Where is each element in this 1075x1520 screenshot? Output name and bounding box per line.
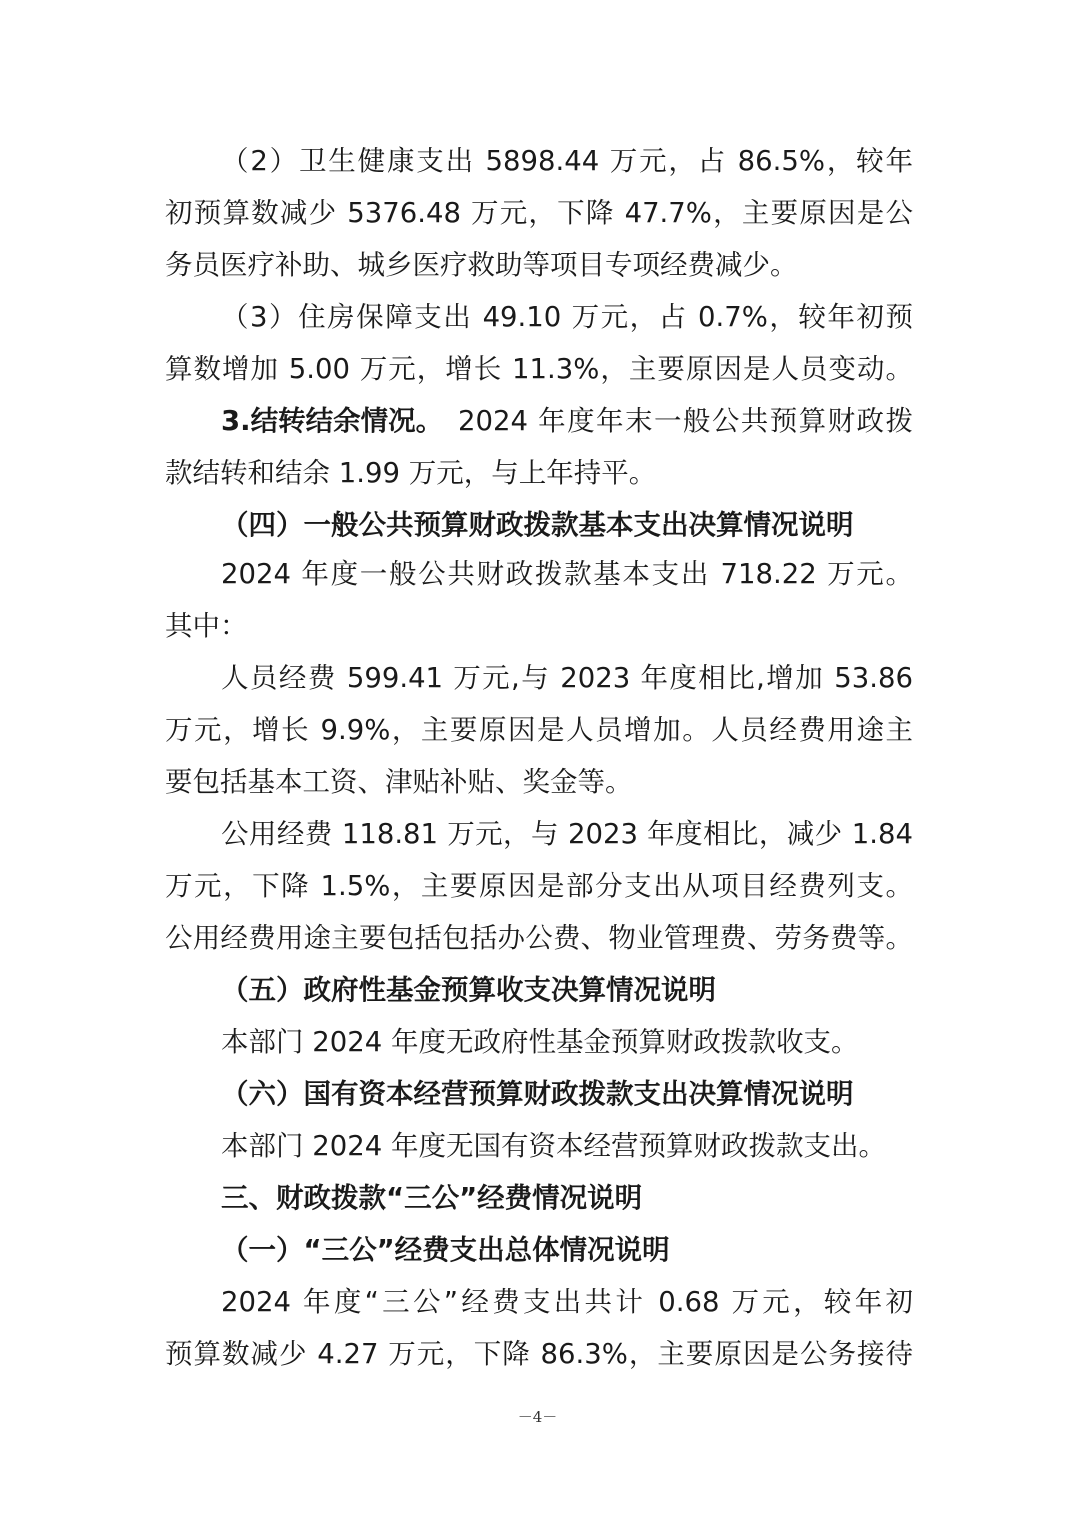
paragraph-line: 款结转和结余 1.99 万元，与上年持平。 xyxy=(165,457,657,489)
paragraph-line: （3）住房保障支出 49.10 万元，占 0.7%，较年初预 xyxy=(221,301,913,333)
section-heading: （四）一般公共预算财政拨款基本支出决算情况说明 xyxy=(221,509,854,541)
paragraph-line: 公用经费 118.81 万元，与 2023 年度相比，减少 1.84 xyxy=(221,818,913,850)
paragraph-line: 万元，增长 9.9%，主要原因是人员增加。人员经费用途主 xyxy=(165,714,913,746)
paragraph-line: （2）卫生健康支出 5898.44 万元，占 86.5%，较年 xyxy=(221,145,913,177)
paragraph-line: 算数增加 5.00 万元，增长 11.3%，主要原因是人员变动。 xyxy=(165,353,913,385)
section-heading: （一）“三公”经费支出总体情况说明 xyxy=(221,1234,670,1266)
page-number: －4－ xyxy=(517,1408,558,1426)
paragraph-line: 初预算数减少 5376.48 万元，下降 47.7%，主要原因是公 xyxy=(165,197,913,229)
paragraph-line: 本部门 2024 年度无国有资本经营预算财政拨款支出。 xyxy=(221,1130,886,1162)
paragraph-line: 公用经费用途主要包括包括办公费、物业管理费、劳务费等。 xyxy=(165,922,913,954)
paragraph-line: 其中： xyxy=(165,610,248,642)
section-heading: （五）政府性基金预算收支决算情况说明 xyxy=(221,974,716,1006)
paragraph-line: 人员经费 599.41 万元,与 2023 年度相比,增加 53.86 xyxy=(221,662,913,694)
section-heading: （六）国有资本经营预算财政拨款支出决算情况说明 xyxy=(221,1078,854,1110)
paragraph-line: 2024 年度一般公共财政拨款基本支出 718.22 万元。 xyxy=(221,558,913,590)
paragraph-line: 万元，下降 1.5%，主要原因是部分支出从项目经费列支。 xyxy=(165,870,913,902)
paragraph-line: 本部门 2024 年度无政府性基金预算财政拨款收支。 xyxy=(221,1026,859,1058)
section-lead: 3.结转结余情况。 xyxy=(221,405,444,437)
paragraph-line: 3.结转结余情况。 2024 年度年末一般公共预算财政拨 xyxy=(0,395,1075,447)
paragraph-line: 2024 年度“三公”经费支出共计 0.68 万元，较年初 xyxy=(221,1286,913,1318)
paragraph-line: 要包括基本工资、津贴补贴、奖金等。 xyxy=(165,766,633,798)
paragraph-line: 预算数减少 4.27 万元，下降 86.3%，主要原因是公务接待 xyxy=(165,1338,913,1370)
chapter-heading: 三、财政拨款“三公”经费情况说明 xyxy=(221,1182,643,1214)
paragraph-line: 务员医疗补助、城乡医疗救助等项目专项经费减少。 xyxy=(165,249,798,281)
